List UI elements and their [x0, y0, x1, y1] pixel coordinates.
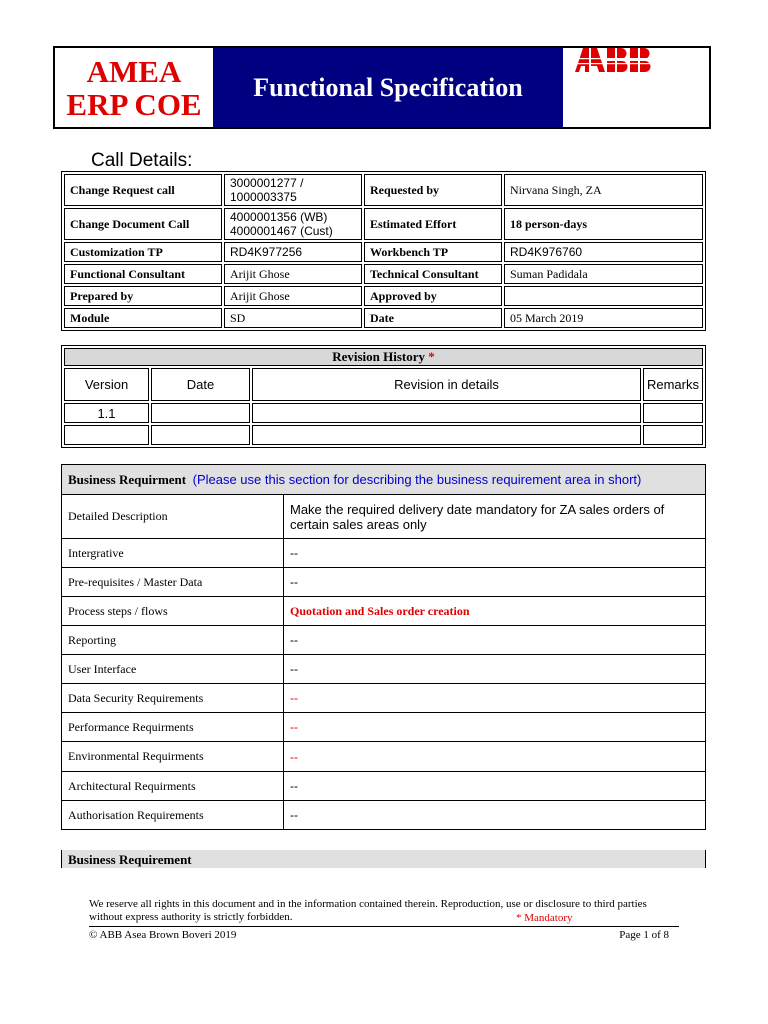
table-cell: [151, 403, 250, 423]
table-row: [62, 597, 706, 626]
mandatory-mark: *: [428, 349, 435, 364]
requirement-value: --: [284, 684, 706, 713]
field-value: SD: [224, 308, 362, 328]
table-cell: [151, 425, 250, 445]
requirement-value: --: [284, 742, 706, 772]
section-note: (Please use this section for describing the business requirement area in short): [192, 471, 642, 487]
column-header: Version: [64, 368, 149, 401]
requirement-value: --: [284, 568, 706, 597]
requirement-value: --: [284, 772, 706, 801]
table-row: [64, 174, 703, 206]
table-row: [62, 684, 706, 713]
table-row: [64, 286, 703, 306]
table-row: [62, 626, 706, 655]
call-details-heading: Call Details:: [91, 150, 193, 171]
field-label: Prepared by: [64, 286, 222, 306]
requirement-key: Architectural Requirments: [62, 772, 284, 801]
field-value: 3000001277 / 1000003375: [224, 174, 362, 206]
table-row: [64, 308, 703, 328]
document-header: [53, 46, 711, 129]
revision-history-title: Revision History *: [64, 348, 703, 366]
requirement-key: Pre-requisites / Master Data: [62, 568, 284, 597]
table-cell: 1.1: [64, 403, 149, 423]
call-details-table: [61, 171, 706, 331]
requirement-key: User Interface: [62, 655, 284, 684]
table-row: [64, 264, 703, 284]
field-value: RD4K977256: [224, 242, 362, 262]
field-label: Approved by: [364, 286, 502, 306]
footer-copyright: © ABB Asea Brown Boveri 2019: [89, 929, 237, 941]
field-value: Arijit Ghose: [224, 264, 362, 284]
field-label: Change Document Call: [64, 208, 222, 240]
requirement-key: Reporting: [62, 626, 284, 655]
requirement-value: Make the required delivery date mandatory for ZA sales orders of certain sales areas only: [284, 495, 706, 539]
field-value: Suman Padidala: [504, 264, 703, 284]
column-header: Date: [151, 368, 250, 401]
requirement-value: --: [284, 801, 706, 830]
table-row: [64, 425, 703, 445]
table-cell: [643, 403, 703, 423]
field-label: Functional Consultant: [64, 264, 222, 284]
revision-history-table: [61, 345, 706, 448]
table-cell: [252, 403, 641, 423]
requirement-value: --: [284, 713, 706, 742]
table-row: [62, 568, 706, 597]
field-label: Requested by: [364, 174, 502, 206]
table-row: [62, 539, 706, 568]
field-value: [504, 286, 703, 306]
table-row: [62, 495, 706, 539]
requirement-key: Performance Requirments: [62, 713, 284, 742]
requirement-key: Environmental Requirments: [62, 742, 284, 772]
table-row: [62, 742, 706, 772]
field-value: 05 March 2019: [504, 308, 703, 328]
table-row: [64, 348, 703, 366]
field-label: Customization TP: [64, 242, 222, 262]
table-cell: [64, 425, 149, 445]
requirement-value: --: [284, 655, 706, 684]
footer-disclaimer: We reserve all rights in this document and in the information contained therein. Reproduction, use or disclosure to third parties without express authority is strictly forbidden.: [89, 898, 647, 923]
table-row: [64, 242, 703, 262]
field-value: RD4K976760: [504, 242, 703, 262]
footer-divider: [89, 926, 679, 927]
mandatory-note: * Mandatory: [516, 912, 573, 924]
org-block: [55, 48, 213, 127]
field-label: Date: [364, 308, 502, 328]
table-row: [62, 772, 706, 801]
table-row: [62, 713, 706, 742]
field-value: Arijit Ghose: [224, 286, 362, 306]
field-value: 4000001356 (WB) 4000001467 (Cust): [224, 208, 362, 240]
org-line1: AMEA: [86, 53, 182, 89]
requirement-key: Intergrative: [62, 539, 284, 568]
requirement-value: Quotation and Sales order creation: [284, 597, 706, 626]
column-header: Revision in details: [252, 368, 641, 401]
abb-logo-icon: [573, 48, 655, 72]
requirement-value: --: [284, 626, 706, 655]
requirement-key: Process steps / flows: [62, 597, 284, 626]
table-header-row: [62, 465, 706, 495]
field-value: 18 person-days: [504, 208, 703, 240]
business-requirement-table: [61, 464, 706, 830]
field-label: Workbench TP: [364, 242, 502, 262]
page-number: Page 1 of 8: [619, 929, 669, 941]
logo-area: [563, 48, 709, 127]
field-label: Estimated Effort: [364, 208, 502, 240]
requirement-key: Detailed Description: [62, 495, 284, 539]
business-requirement-section-2: Business Requirement: [61, 850, 706, 868]
business-requirement-title: Business Requirment (Please use this section for describing the business requirement area in short): [62, 465, 706, 495]
field-label: Change Request call: [64, 174, 222, 206]
requirement-value: --: [284, 539, 706, 568]
requirement-key: Authorisation Requirements: [62, 801, 284, 830]
field-label: Technical Consultant: [364, 264, 502, 284]
table-row: [62, 655, 706, 684]
table-row: [64, 403, 703, 423]
org-line2: ERP COE: [66, 86, 202, 122]
field-value: Nirvana Singh, ZA: [504, 174, 703, 206]
doc-title: Functional Specification: [213, 48, 563, 127]
table-cell: [252, 425, 641, 445]
table-header-row: [64, 368, 703, 401]
field-label: Module: [64, 308, 222, 328]
column-header: Remarks: [643, 368, 703, 401]
table-row: [64, 208, 703, 240]
table-cell: [643, 425, 703, 445]
table-row: [62, 801, 706, 830]
requirement-key: Data Security Requirements: [62, 684, 284, 713]
